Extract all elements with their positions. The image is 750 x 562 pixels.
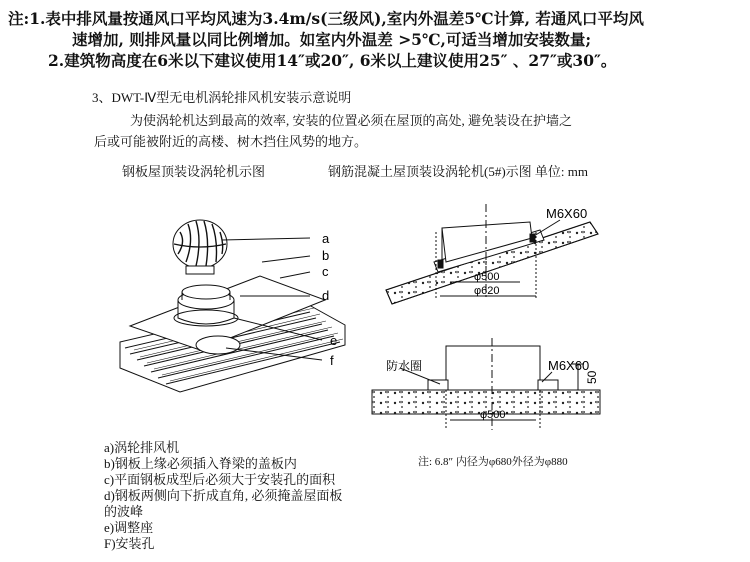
top-bolt-label: M6X60	[546, 206, 588, 221]
dim-620-label: φ620	[474, 285, 500, 297]
leader-c	[280, 272, 310, 278]
legend-item: b)钢板上缘必须插入脊梁的盖板内	[104, 456, 297, 471]
dim-500-top-label: φ500	[474, 271, 500, 283]
legend-item: d)钢板两侧向下折成直角, 必须掩盖屋面板	[104, 488, 343, 503]
turbine-ventilator	[173, 220, 227, 274]
size-footnote: 注: 6.8″ 内径为φ680外径为φ880	[418, 456, 568, 468]
waterproof-collar	[428, 380, 448, 390]
legend-item: c)平面钢板成型后必须大于安装孔的面积	[104, 472, 336, 487]
waterproof-label: 防水圈	[386, 359, 423, 373]
label-d: d	[322, 288, 330, 303]
note-2-text: 建筑物高度在6米以下建议使用14″或20″, 6米以上建议使用25″ 、27″或30″。	[64, 51, 617, 70]
dim-500-bottom-label: φ500	[480, 409, 506, 421]
legend-list	[104, 440, 342, 552]
section-paragraph-line-1: 为使涡轮机达到最高的效率, 安装的位置必须在屋顶的高处, 避免装设在护墙之	[130, 113, 573, 128]
legend-item: 的波峰	[104, 504, 144, 519]
note-2-number: 2.	[48, 51, 65, 70]
label-a: a	[322, 231, 330, 246]
dim-50-label: 50	[585, 370, 599, 384]
note-1-text: 表中排风量按通风口平均风速为3.4m/s(三级风),室内外温差5℃计算, 若通风口平均风	[45, 9, 644, 28]
steel-roof-diagram	[120, 220, 345, 392]
section-paragraph-line-2: 后或可能被附近的高楼、树木挡住风势的地方。	[94, 134, 368, 149]
label-b: b	[322, 248, 330, 263]
left-diagram-caption: 钢板屋顶装设涡轮机示图	[122, 164, 266, 179]
leader-a	[222, 238, 310, 240]
label-e: e	[330, 333, 338, 348]
legend-item: F)安装孔	[104, 536, 155, 551]
adjust-seat	[174, 285, 238, 326]
section-title: 3、DWT-Ⅳ型无电机涡轮排风机安装示意说明	[92, 90, 352, 105]
legend-item: a)涡轮排风机	[104, 440, 180, 455]
flat-duct	[446, 346, 540, 390]
right-diagram-caption: 钢筋混凝土屋顶装设涡轮机(5#)示图 单位: mm	[328, 164, 588, 179]
label-f: f	[330, 353, 334, 368]
legend-item: e)调整座	[104, 520, 154, 535]
note-1-line-2: 速增加, 则排风量以同比例增加。如室内外温差 >5℃,可适当增加安装数量;	[72, 30, 592, 49]
label-c: c	[322, 264, 329, 279]
note-1-number: 注:1.	[8, 9, 46, 28]
install-hole	[196, 336, 240, 354]
leader-b	[262, 256, 310, 262]
bottom-bolt-label: M6X60	[548, 358, 590, 373]
